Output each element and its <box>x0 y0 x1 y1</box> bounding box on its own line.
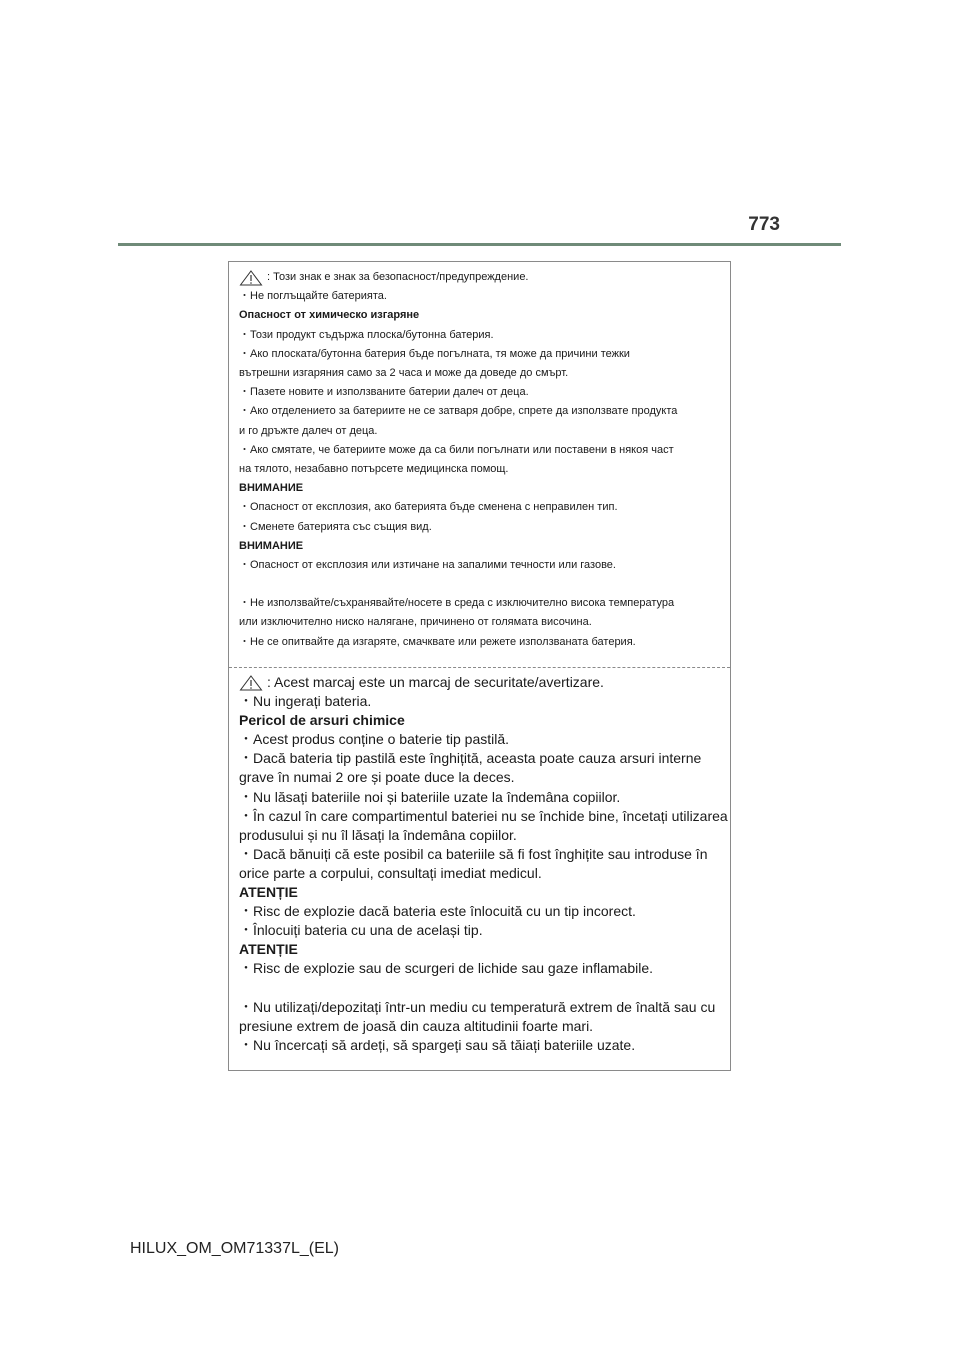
romanian-line: ・Nu încercați să ardeți, să spargeți sau să tăiați bateriile uzate. <box>239 1036 636 1053</box>
language-divider <box>229 667 730 668</box>
romanian-lines <box>239 692 728 1055</box>
romanian-line: ・Nu lăsați bateriile noi și bateriile uzate la îndemâna copiilor. <box>239 788 621 805</box>
bulgarian-line: ・Опасност от експлозия, ако батерията бъде сменена с неправилен тип. <box>239 501 618 514</box>
romanian-line: ・În cazul în care compartimentul bateriei nu se închide bine, încetați utilizarea <box>239 807 728 824</box>
romanian-warning-note-text: : Acest marcaj este un marcaj de securitate/avertizare. <box>267 674 604 690</box>
warning-triangle-icon <box>239 270 263 286</box>
header-rule <box>118 243 841 246</box>
romanian-line: Pericol de arsuri chimice <box>239 712 405 729</box>
bulgarian-line <box>239 575 720 594</box>
bulgarian-line: вътрешни изгаряния само за 2 часа и може да доведе до смърт. <box>239 367 569 380</box>
romanian-line: ・Înlocuiți bateria cu una de același tip. <box>239 922 483 939</box>
bulgarian-warning-note <box>239 268 720 287</box>
document-id: HILUX_OM_OM71337L_(EL) <box>130 1240 339 1257</box>
romanian-warning-note <box>239 673 720 692</box>
bulgarian-line: ・Не поглъщайте батерията. <box>239 290 387 303</box>
romanian-line <box>239 979 720 998</box>
romanian-line: grave în numai 2 ore și poate duce la deces. <box>239 769 515 786</box>
bulgarian-line: или изключително ниско налягане, причинено от голямата височина. <box>239 616 592 629</box>
bulgarian-line: ・Опасност от експлозия или изтичане на запалими течности или газове. <box>239 559 616 572</box>
bulgarian-line: Опасност от химическо изгаряне <box>239 309 420 322</box>
bulgarian-line: ・Не се опитвайте да изгаряте, смачквате или режете използваната батерия. <box>239 635 636 648</box>
bulgarian-section <box>239 268 720 652</box>
romanian-line: produsului și nu îl lăsați la îndemâna copiilor. <box>239 826 517 843</box>
page-number: 773 <box>748 214 780 235</box>
bulgarian-line: ・Пазете новите и използваните батерии далеч от деца. <box>239 386 529 399</box>
romanian-line: ・Nu ingerați bateria. <box>239 693 372 710</box>
romanian-line: ・Dacă bateria tip pastilă este înghițită, aceasta poate cauza arsuri interne <box>239 750 702 767</box>
bulgarian-warning-note-text: : Този знак е знак за безопасност/предупреждение. <box>267 271 529 283</box>
romanian-line: ・Risc de explozie dacă bateria este înlocuită cu un tip incorect. <box>239 903 636 920</box>
romanian-line: ・Risc de explozie sau de scurgeri de lichide sau gaze inflamabile. <box>239 960 653 977</box>
bulgarian-line: ВНИМАНИЕ <box>239 539 304 552</box>
warning-triangle-icon <box>239 675 263 691</box>
romanian-line: ・Acest produs conține o baterie tip pastilă. <box>239 731 510 748</box>
romanian-line: ・Dacă bănuiți că este posibil ca bateriile să fi fost înghițite sau introduse în <box>239 845 708 862</box>
bulgarian-line: ВНИМАНИЕ <box>239 482 304 495</box>
bulgarian-line: ・Ако отделението за батериите не се затваря добре, спрете да използвате продукта <box>239 405 678 418</box>
bulgarian-line: ・Сменете батерията със същия вид. <box>239 520 432 533</box>
bulgarian-line: на тялото, незабавно потърсете медицинска помощ. <box>239 463 509 476</box>
bulgarian-line: ・Този продукт съдържа плоска/бутонна батерия. <box>239 328 494 341</box>
bulgarian-line: ・Ако смятате, че батериите може да са били погълнати или поставени в някоя част <box>239 443 674 456</box>
romanian-line: presiune extrem de joasă din cauza altitudinii foarte mari. <box>239 1017 594 1034</box>
bulgarian-line: ・Ако плоската/бутонна батерия бъде погълната, тя може да причини тежки <box>239 347 630 360</box>
romanian-line: ATENȚIE <box>239 884 298 901</box>
romanian-line: orice parte a corpului, consultați imediat medicul. <box>239 864 542 881</box>
romanian-line: ATENȚIE <box>239 941 298 958</box>
battery-warning-box <box>228 261 731 1071</box>
bulgarian-line: и го дръжте далеч от деца. <box>239 424 378 437</box>
romanian-line: ・Nu utilizați/depozitați într-un mediu cu temperatură extrem de înaltă sau cu <box>239 998 716 1015</box>
bulgarian-line: ・Не използвайте/съхранявайте/носете в среда с изключително висока температура <box>239 597 675 610</box>
romanian-section <box>239 673 728 1055</box>
bulgarian-lines <box>239 287 720 652</box>
